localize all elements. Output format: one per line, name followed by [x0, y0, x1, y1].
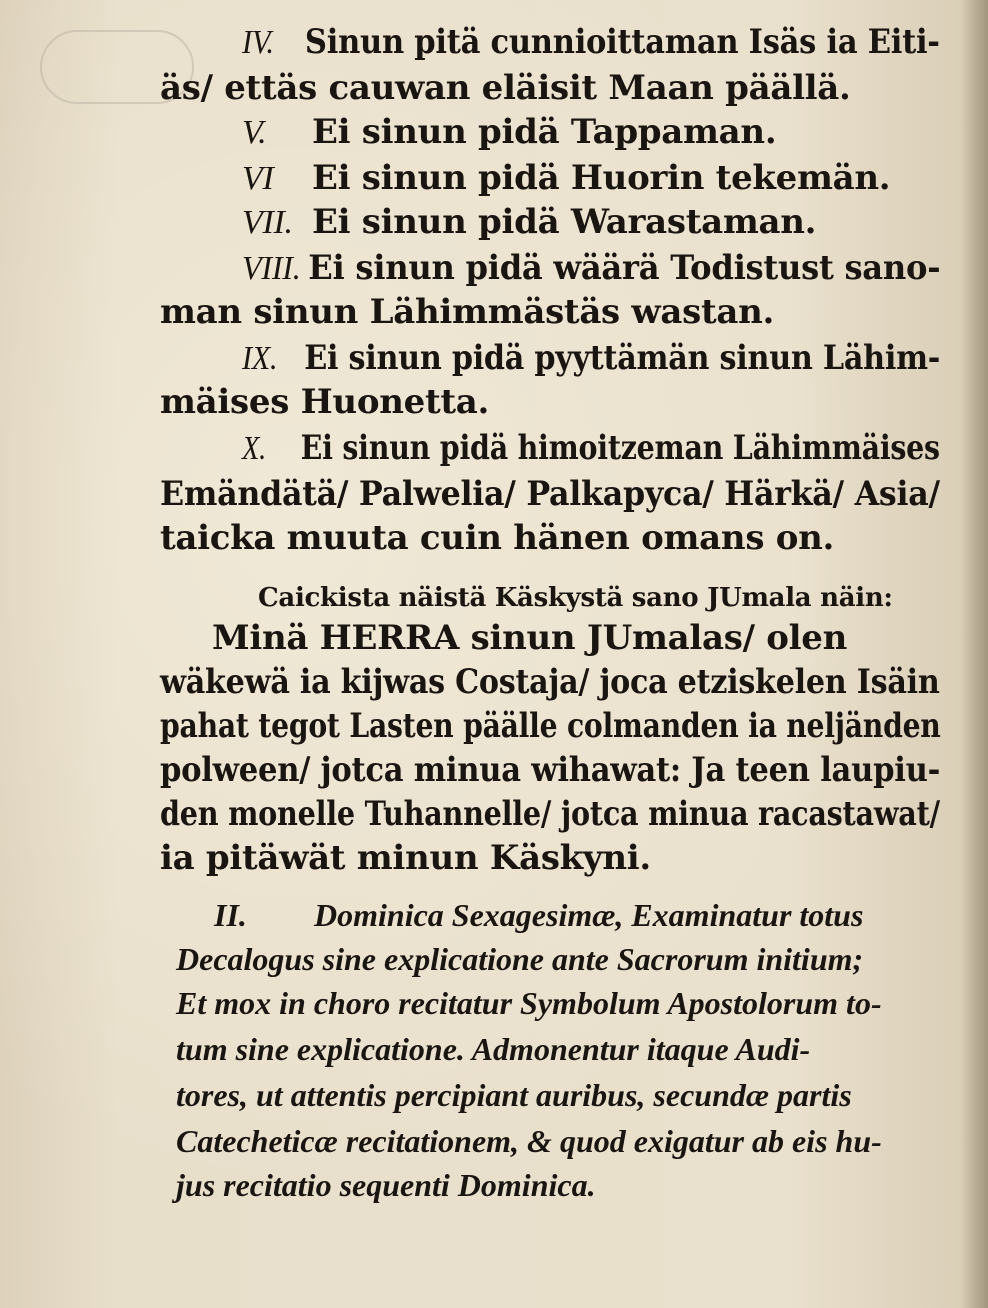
latin-line-4: tum sine explicatione. Admonentur itaque Audi- [176, 1031, 811, 1067]
latin-line-6: Catecheticæ recitationem, & quod exigatur ab eis hu- [176, 1123, 882, 1159]
commandment-ix-line-2: mäises Huonetta. [160, 382, 490, 422]
commandment-viii-line-1: VIII. Ei sinun pidä wäärä Todistust sano- [242, 248, 941, 288]
commandment-x-line-1: X. Ei sinun pidä himoitzeman Lähimmäises [242, 428, 940, 468]
commandment-x-line-2: Emändätä/ Palwelia/ Palkapyca/ Härkä/ Asia/ [160, 474, 940, 514]
commandment-number: VIII. [242, 250, 301, 287]
latin-line-7: jus recitatio sequenti Dominica. [176, 1167, 596, 1203]
latin-line-5: tores, ut attentis percipiant auribus, secundæ partis [176, 1077, 852, 1113]
commandment-number: V. [242, 114, 267, 151]
commandment-number: IV. [242, 24, 274, 61]
declaration-line-2: wäkewä ia kijwas Costaja/ joca etziskelen Isäin [160, 662, 940, 702]
commandment-vi: VI Ei sinun pidä Huorin tekemän. [242, 158, 891, 198]
commandment-number: IX. [242, 340, 278, 377]
declaration-line-3: pahat tegot Lasten päälle colmanden ia neljänden [160, 706, 941, 746]
declaration-line-1: Minä HERRA sinun JUmalas/ olen [212, 618, 847, 658]
commandment-iv-line-2: äs/ ettäs cauwan eläisit Maan päällä. [160, 68, 851, 108]
latin-line-1: II. Dominica Sexagesimæ, Examinatur totus [214, 897, 864, 933]
section-number: II. [214, 897, 247, 933]
declaration-line-5: den monelle Tuhannelle/ jotca minua racastawat/ [160, 794, 940, 834]
commandment-vii: VII. Ei sinun pidä Warastaman. [242, 202, 817, 242]
commandment-ix-line-1: IX. Ei sinun pidä pyyttämän sinun Lähim- [242, 338, 941, 378]
commandment-number: VI [242, 160, 274, 197]
page-gutter-shadow [960, 0, 988, 1308]
commandment-viii-line-2: man sinun Lähimmästäs wastan. [160, 292, 775, 332]
commandment-number: VII. [242, 204, 293, 241]
latin-line-3: Et mox in choro recitatur Symbolum Apostolorum to- [176, 985, 882, 1021]
declaration-line-6: ia pitäwät minun Käskyni. [160, 838, 651, 878]
commandment-x-line-3: taicka muuta cuin hänen omans on. [160, 518, 835, 558]
intro-line: Caickista näistä Käskystä sano JUmala näin: [258, 583, 893, 613]
commandment-iv-line-1: IV. Sinun pitä cunnioittaman Isäs ia Eiti- [242, 22, 940, 62]
declaration-line-4: polween/ jotca minua wihawat: Ja teen laupiu- [160, 750, 941, 790]
latin-line-2: Decalogus sine explicatione ante Sacrorum initium; [176, 941, 864, 977]
commandment-number: X. [242, 430, 267, 467]
commandment-v: V. Ei sinun pidä Tappaman. [242, 112, 777, 152]
